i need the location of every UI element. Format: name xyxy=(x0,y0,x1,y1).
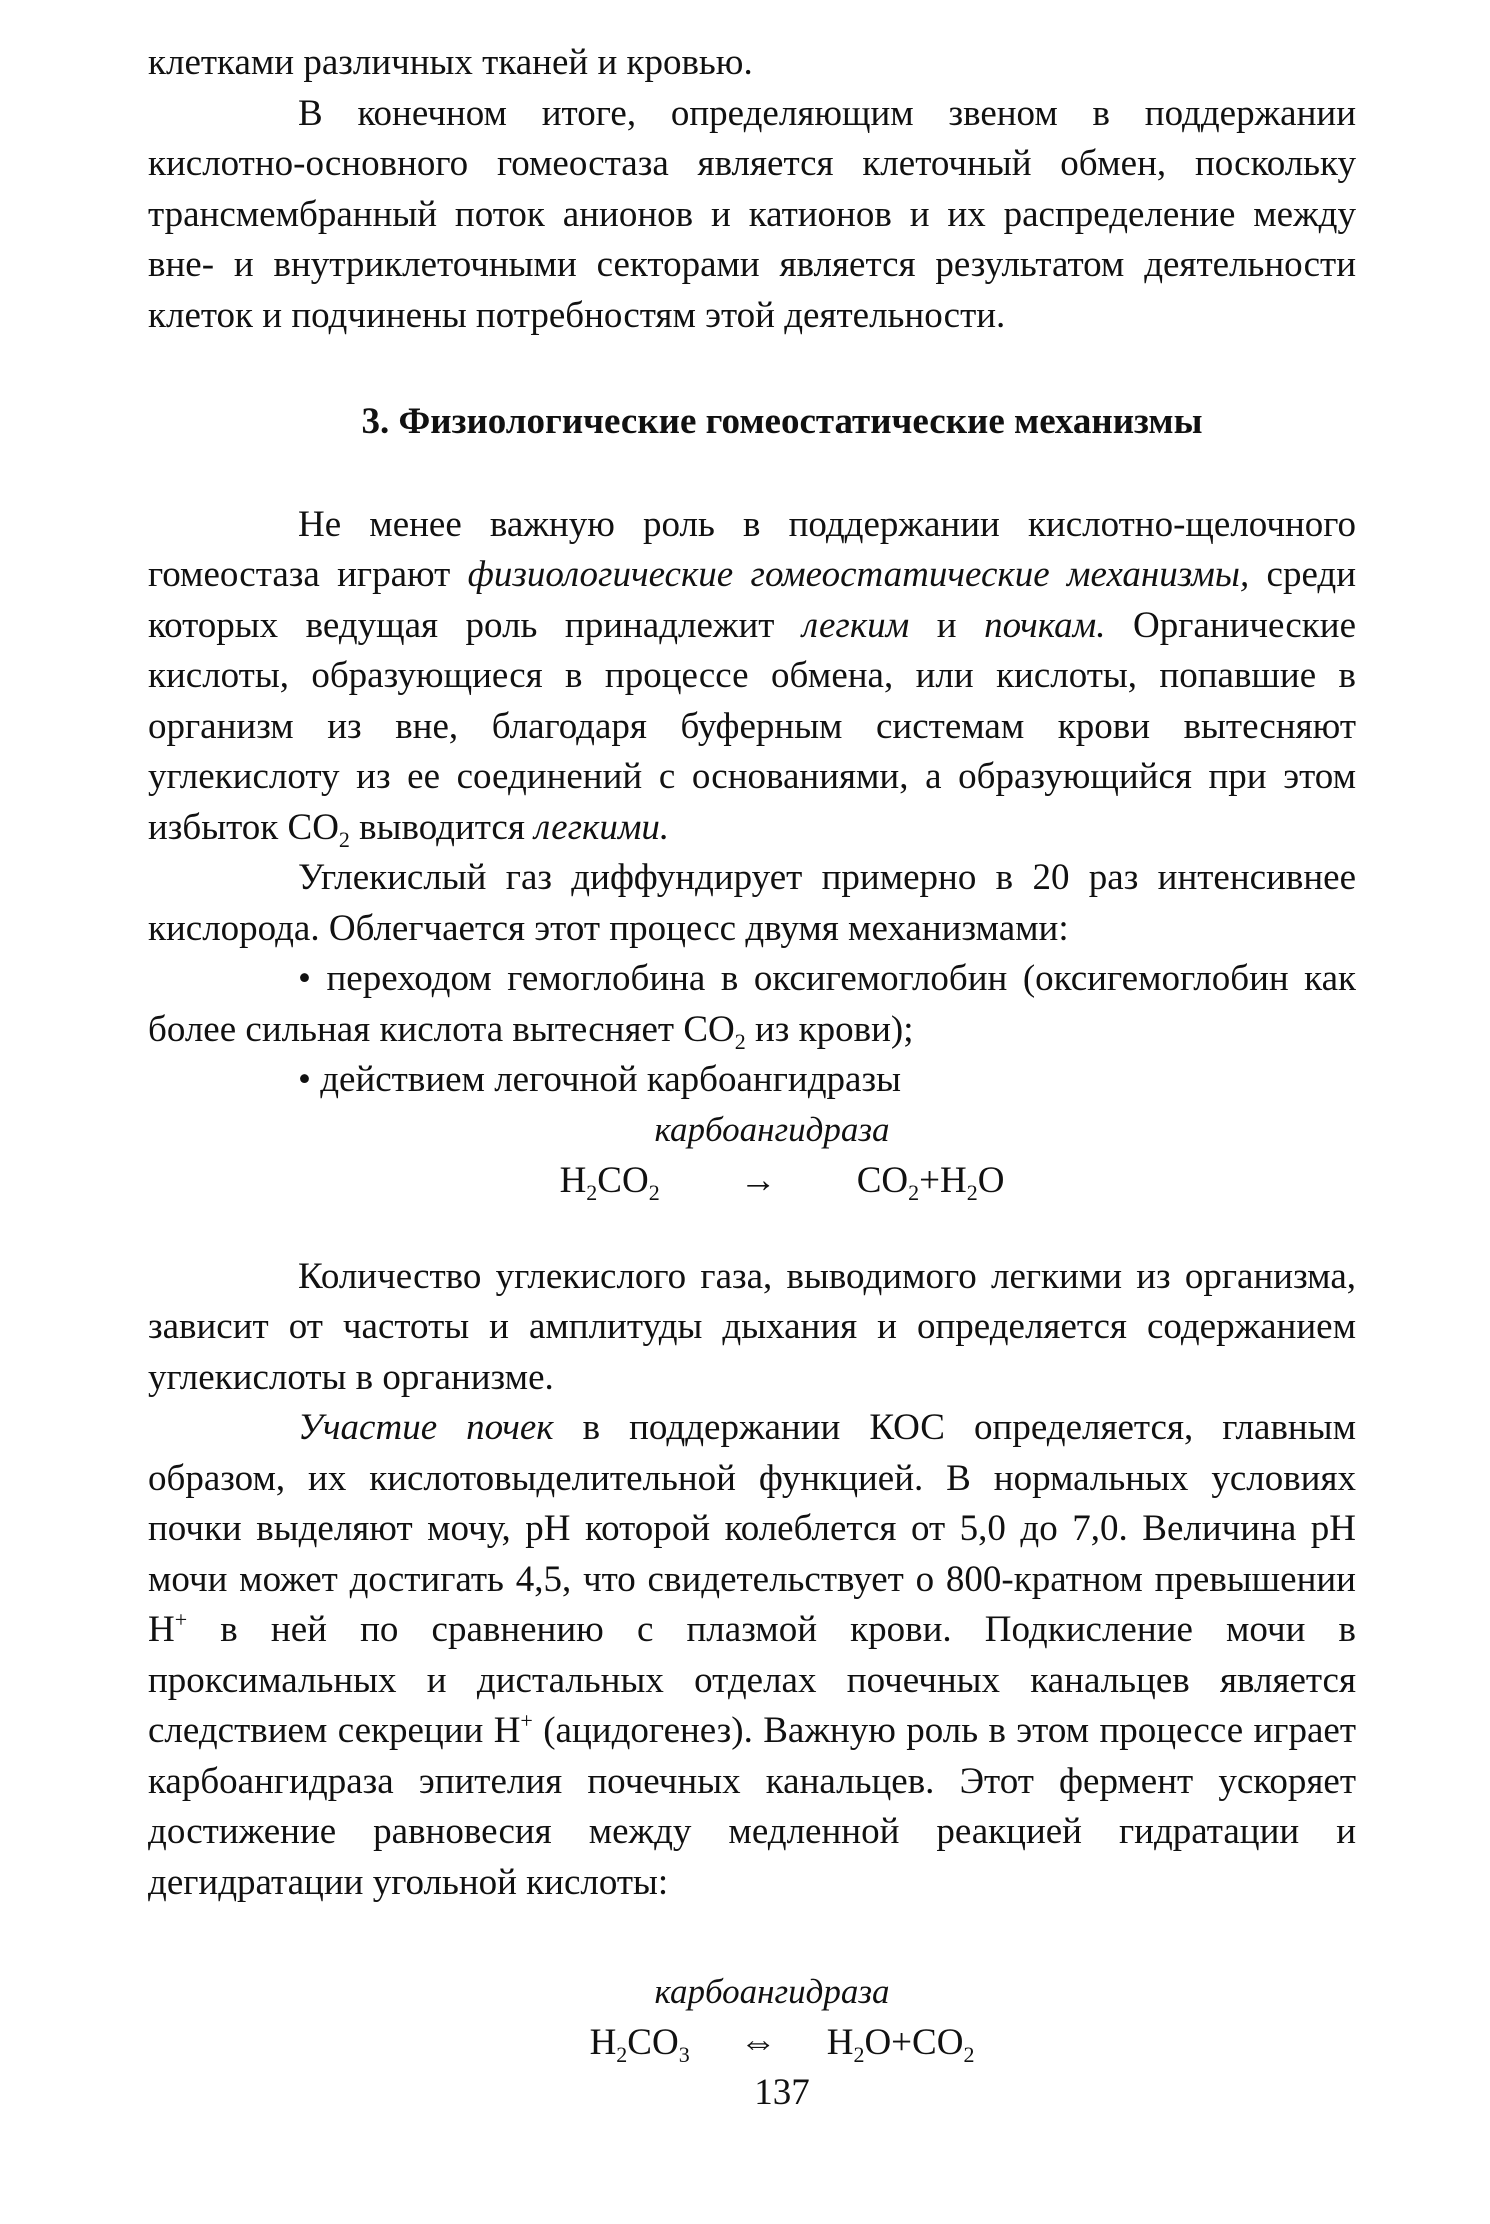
equation-2 xyxy=(148,2016,1356,2070)
equation-2-catalyst-label: карбоангидраза xyxy=(654,1972,890,2011)
paragraph-co2-amount: Количество углекислого газа, выводимого легкими из организма, зависит от частоты и амплитуды дыхания и определяется содержанием углекислоты в организме. xyxy=(148,1255,1356,1398)
paragraph-physiological-mechanisms: Не менее важную роль в поддержании кислотно-щелочного гомеостаза играют физиологические гомеостатические механизмы, среди которых ведущая роль принадлежит легким и почкам. Органические кислоты, образующиеся в процессе обмена, или кислоты, попавшие в организм из вне, благодаря буферным системам крови вытесняют углекислоту из ее соединений с основаниями, а образующийся при этом избыток $СО_2$ выводится легкими. xyxy=(148,503,1357,852)
bullet-hemoglobin: • переходом гемоглобина в оксигемоглобин (оксигемоглобин как более сильная кислота вытесняет $СО_2$ из крови); xyxy=(148,958,1356,1054)
equation-1-catalyst-label: карбоангидраза xyxy=(654,1109,890,1149)
right-arrow-icon: → xyxy=(739,1159,777,1201)
equation-1 xyxy=(148,1154,1356,1208)
equation-1-left: $Н_2СО_2$ xyxy=(559,1159,660,1205)
paragraph-co2-diffusion: Углекислый газ диффундирует примерно в 20 раз интенсивнее кислорода. Облегчается этот процесс двумя механизмами: xyxy=(148,857,1356,949)
double-arrow-icon: ⇔ xyxy=(739,2022,777,2063)
paragraph-continuation: клетками различных тканей и кровью. xyxy=(148,42,753,83)
paragraph-kidney-role: Участие почек в поддержании КОС определяется, главным образом, их кислотовыделительной функцией. В нормальных условиях почки выделяют мочу, рН которой колеблется от 5,0 до 7,0. Величина рН мочи может достигать 4,5, что свидетельствует о 800-кратном превышении Н+ в ней по сравнению с плазмой крови. Подкисление мочи в проксимальных и дистальных отделах почечных канальцев является следствием секреции Н+ (ацидогенез). Важную роль в этом процессе играет карбоангидраза эпителия почечных канальцев. Этот фермент ускоряет достижение равновесия между медленной реакцией гидратации и дегидратации угольной кислоты: xyxy=(148,1407,1356,1903)
section-heading: 3. Физиологические гомеостатические механизмы xyxy=(361,401,1203,442)
equation-2-left: $Н_2СО_3$ xyxy=(589,2022,690,2067)
bullet-carbonic-anhydrase: • действием легочной карбоангидразы xyxy=(298,1059,901,1100)
paragraph-cellular-metabolism: В конечном итоге, определяющим звеном в поддержании кислотно-основного гомеостаза является клеточный обмен, поскольку трансмембранный поток анионов и катионов и их распределение между вне- и внутриклеточными секторами является результатом деятельности клеток и подчинены потребностям этой деятельности. xyxy=(148,92,1356,336)
book-page xyxy=(148,38,1356,2116)
page-number: 137 xyxy=(754,2072,810,2113)
equation-1-right: $СО_2+Н_2О$ xyxy=(856,1159,1005,1205)
equation-2-right: $Н_2О+СО_2$ xyxy=(826,2022,975,2067)
